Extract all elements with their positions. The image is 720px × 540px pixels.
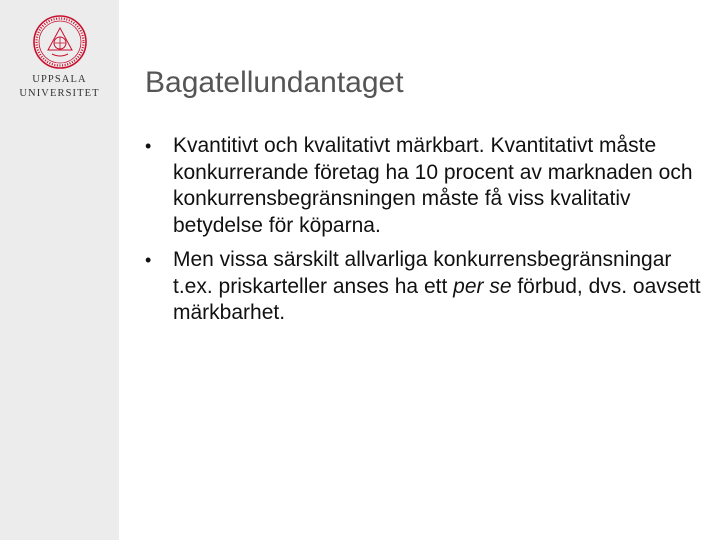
bullet-item-1 [145, 133, 710, 239]
bullet-marker: • [145, 136, 152, 156]
uppsala-university-seal-icon [32, 14, 88, 70]
bullet-text: Kvantitivt och kvalitativt märkbart. Kvantitativt måste konkurrerande företag ha 10 procent av marknaden och konkurrensbegränsningen måste få viss kvalitativ betydelse för köparna. [173, 134, 693, 237]
bullet-text-italic: per se [453, 274, 512, 298]
bullet-text-part: förbud, dvs. oavsett märkbarhet. [173, 274, 701, 324]
bullet-text [173, 248, 701, 324]
logo-text-line2: UNIVERSITET [19, 88, 100, 99]
bullet-marker: • [145, 250, 152, 270]
bullet-text-part: Men vissa särskilt allvarliga konkurrensbegränsningar t.ex. priskarteller anses ha ett [173, 248, 672, 298]
bullet-item-2 [145, 247, 710, 327]
bullet-list [145, 133, 710, 335]
sidebar [0, 0, 119, 540]
slide-title: Bagatellundantaget [145, 66, 404, 99]
logo-text-line1: UPPSALA [32, 74, 87, 85]
